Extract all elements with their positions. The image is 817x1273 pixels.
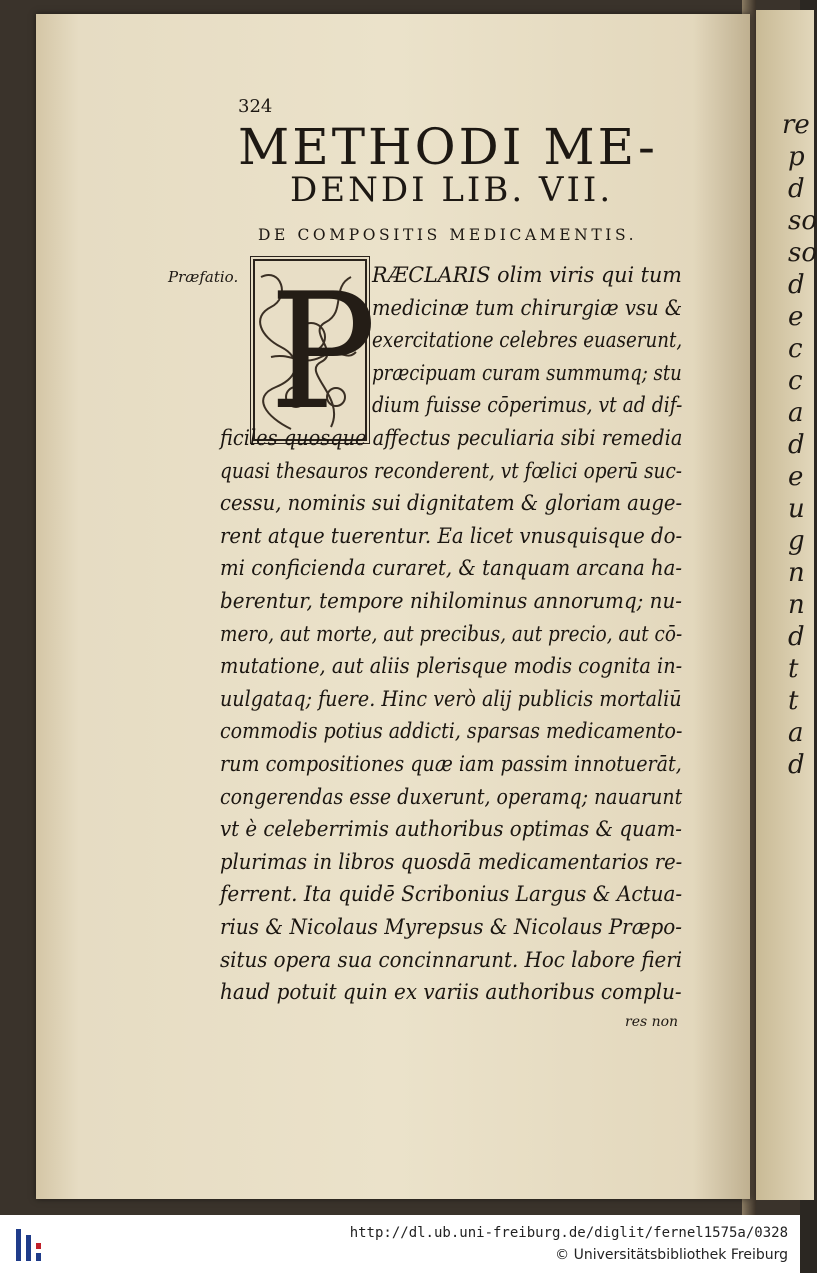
text-line: mi conficienda curaret, & tanquam arcana ha- <box>220 556 683 581</box>
next-page-fragment: e <box>788 462 804 492</box>
next-page-fragment: t <box>788 686 799 716</box>
text-line: rum compositiones quæ iam passim innotuerāt, <box>220 752 682 776</box>
next-page-fragment: so <box>788 206 817 236</box>
next-page-fragment: g <box>788 526 805 556</box>
text-line: cessu, nominis sui dignitatem & gloriam auge- <box>220 491 683 516</box>
next-page-fragment: p <box>788 142 805 172</box>
text-line: præcipuam curam summumq; stu <box>372 360 682 385</box>
text-line: ficiles quosque affectus peculiaria sibi remedia <box>220 426 683 450</box>
text-line: vt è celeberrimis authoribus optimas & quam- <box>220 817 682 842</box>
chapter-subtitle: DE COMPOSITIS MEDICAMENTIS. <box>258 226 638 244</box>
next-page-fragment: n <box>788 590 805 620</box>
next-page-fragment: d <box>788 750 805 780</box>
text-line: commodis potius addicti, sparsas medicamento- <box>220 719 683 744</box>
text-line: ferrent. Ita quidē Scribonius Largus & Actua- <box>220 882 683 907</box>
next-page-fragment: d <box>788 270 805 300</box>
text-line: rius & Nicolaus Myrepsus & Nicolaus Præpo- <box>220 915 683 939</box>
next-page-fragment: n <box>788 558 805 588</box>
next-page-fragment: so <box>788 238 817 268</box>
text-line: quasi thesauros reconderent, vt fœlici operū suc- <box>220 458 683 483</box>
copyright-notice: © Universitätsbibliothek Freiburg <box>555 1247 788 1263</box>
next-page-fragment: d <box>788 174 805 204</box>
next-page-edge <box>754 10 814 1200</box>
svg-text:P: P <box>269 258 377 445</box>
library-logo-icon <box>10 1225 50 1265</box>
text-line: dium fuisse cōperimus, vt ad dif- <box>372 393 683 418</box>
title-line-2: DENDI LIB. VII. <box>290 170 614 210</box>
text-line: situs opera sua concinnarunt. Hoc labore fieri <box>220 947 683 972</box>
next-page-fragment: a <box>788 718 804 748</box>
text-line: medicinæ tum chirurgiæ vsu & <box>372 295 683 320</box>
text-line: RÆCLARIS olim viris qui tum <box>372 263 682 287</box>
footer-bar <box>0 1215 800 1273</box>
text-line: congerendas esse duxerunt, operamq; nauarunt <box>220 784 683 809</box>
page-number: 324 <box>238 96 273 117</box>
next-page-fragment: a <box>788 398 804 428</box>
text-line: haud potuit quin ex variis authoribus complu- <box>220 980 682 1005</box>
next-page-fragment: d <box>788 430 805 460</box>
permalink-url[interactable]: http://dl.ub.uni-freiburg.de/diglit/fernel1575a/0328 <box>349 1225 788 1241</box>
next-page-fragment: re <box>782 110 810 140</box>
decorated-initial-p-icon <box>250 256 377 445</box>
next-page-fragment: d <box>788 622 805 652</box>
next-page-fragment: u <box>788 494 805 524</box>
margin-note: Præfatio. <box>168 268 239 286</box>
catchword: res non <box>625 1014 679 1030</box>
text-line: berentur, tempore nihilominus annorumq; nu- <box>220 589 682 613</box>
text-line: uulgataq; fuere. Hinc verò alij publicis mortaliū <box>220 686 682 711</box>
title-line-1: METHODI ME- <box>238 118 658 176</box>
next-page-fragment: e <box>788 302 804 332</box>
next-page-fragment: c <box>788 366 803 396</box>
text-line: mero, aut morte, aut precibus, aut precio, aut cō- <box>220 621 683 646</box>
text-line: rent atque tuerentur. Ea licet vnusquisque do- <box>220 523 683 548</box>
next-page-fragment: c <box>788 334 803 364</box>
text-line: mutatione, aut aliis plerisque modis cognita in- <box>220 654 683 679</box>
text-line: plurimas in libros quosdā medicamentarios re- <box>220 849 683 874</box>
text-line: exercitatione celebres euaserunt, <box>372 328 683 353</box>
next-page-fragment: t <box>788 654 799 684</box>
